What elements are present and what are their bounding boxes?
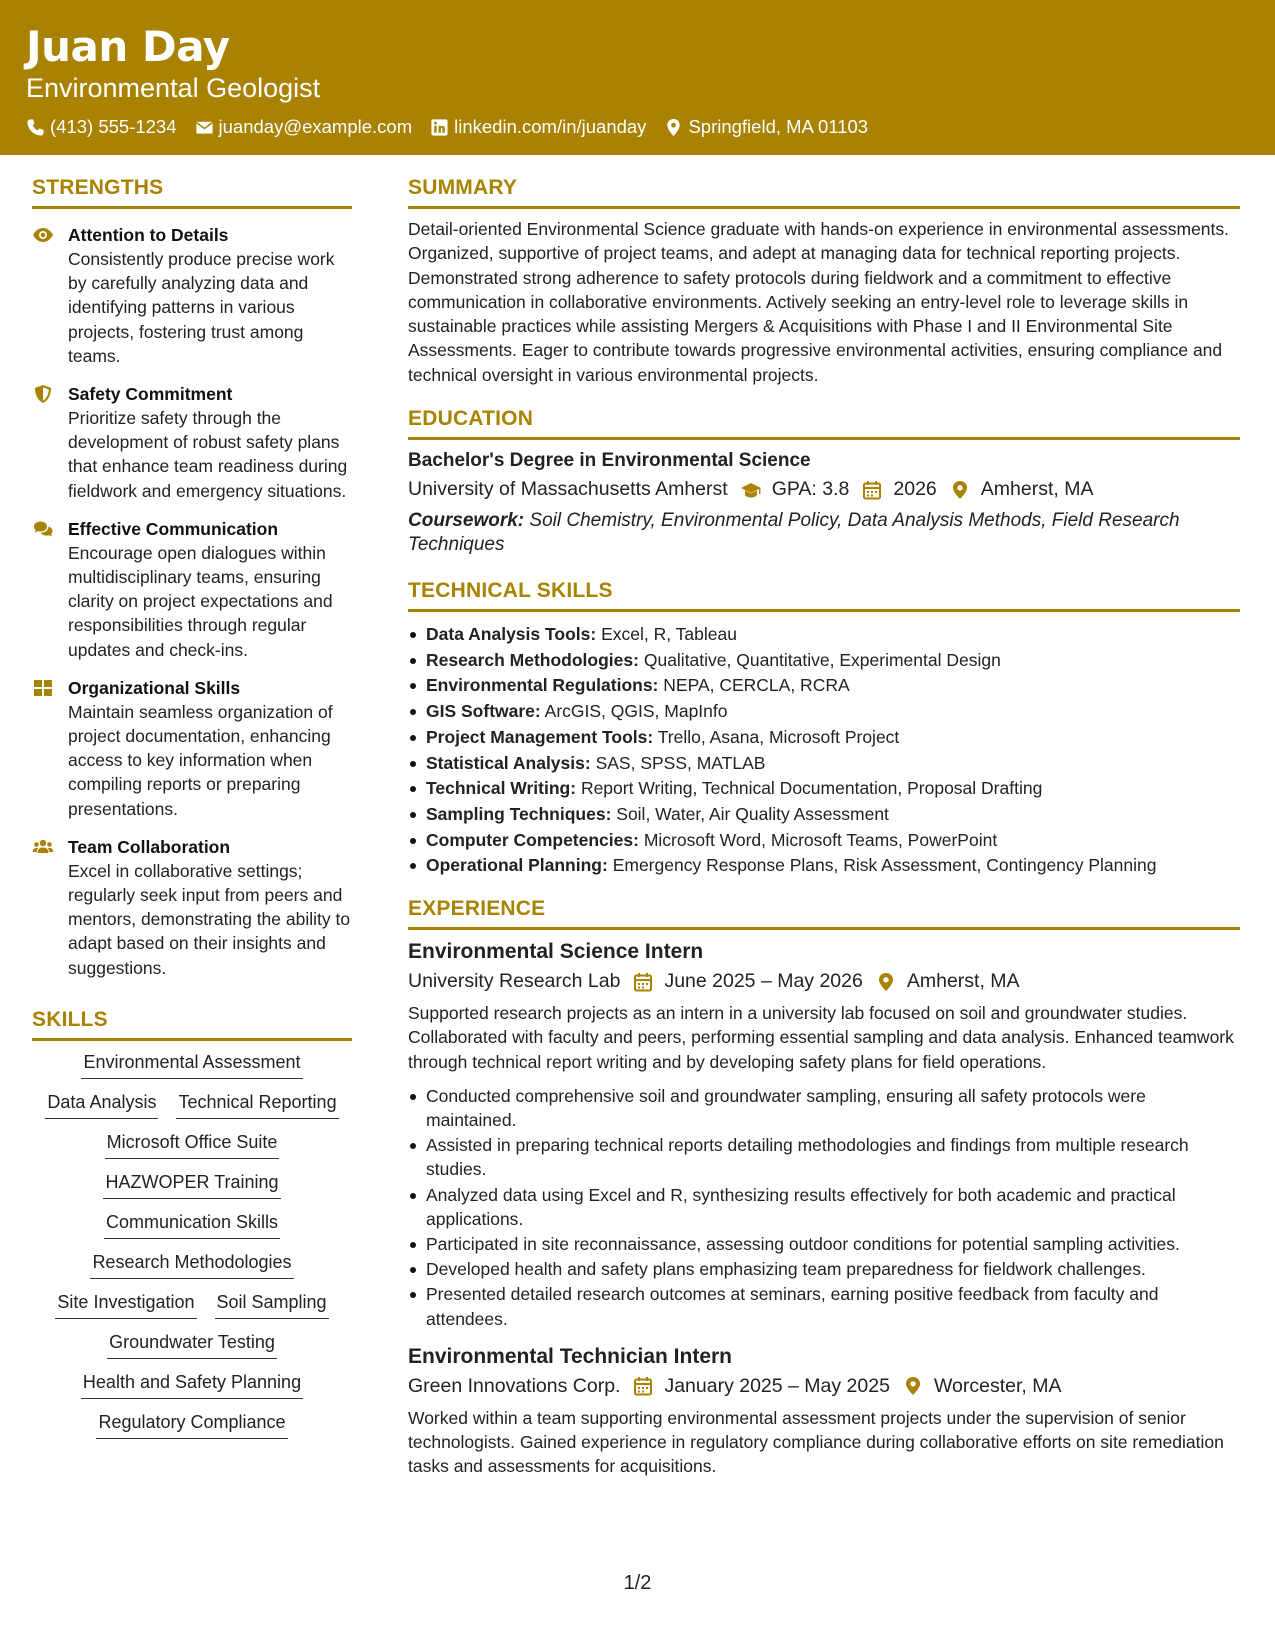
- map-pin-icon: [902, 1376, 924, 1396]
- list-item: Analyzed data using Excel and R, synthesizing results effectively for both academic and practical applications.: [408, 1183, 1240, 1231]
- strength-text: Maintain seamless organization of project documentation, enhancing access to key information when compiling reports or preparing presentations.: [68, 701, 333, 819]
- job-description: Supported research projects as an intern in a university lab focused on soil and groundwater studies. Collaborated with faculty and peers, performing essential sampling and data analysis. Enhanced teamwork through technical report writing and by developing safety plans for field operations.: [408, 1003, 1234, 1072]
- skill-tag: Communication Skills: [104, 1211, 280, 1239]
- list-item: Data Analysis Tools: Excel, R, Tableau: [408, 622, 1240, 648]
- school-name: University of Massachusetts Amherst: [408, 478, 728, 501]
- job-entry: [408, 1345, 1240, 1479]
- strength-text: Consistently produce precise work by carefully analyzing data and identifying patterns in various projects, fostering trust among teams.: [68, 249, 335, 366]
- strength-text: Excel in collaborative settings; regularly seek input from peers and mentors, demonstrating the ability to adapt based on their insights and suggestions.: [68, 860, 351, 978]
- strength-title: Effective Communication: [68, 518, 279, 539]
- skill-tag: HAZWOPER Training: [103, 1171, 280, 1199]
- skill-tag: Technical Reporting: [176, 1091, 338, 1119]
- job-dates: January 2025 – May 2025: [664, 1374, 890, 1397]
- job-location: Worcester, MA: [933, 1374, 1062, 1397]
- job-meta: [408, 970, 1240, 993]
- education-meta: [408, 478, 1240, 501]
- list-item: Computer Competencies: Microsoft Word, Microsoft Teams, PowerPoint: [408, 828, 1240, 854]
- education-location: Amherst, MA: [980, 478, 1094, 501]
- phone-text: (413) 555-1234: [50, 116, 177, 137]
- list-item: Research Methodologies: Qualitative, Quantitative, Experimental Design: [408, 648, 1240, 674]
- list-item: Operational Planning: Emergency Response Plans, Risk Assessment, Contingency Planning: [408, 853, 1240, 879]
- strength-title: Safety Commitment: [68, 384, 233, 405]
- job-bullets: [408, 1084, 1240, 1331]
- job-meta: [408, 1375, 1240, 1398]
- company-name: Green Innovations Corp.: [408, 1374, 621, 1397]
- summary-text: Detail-oriented Environmental Science graduate with hands-on experience in environmental assessments. Organized, supportive of project teams, and adept at managing data for technical reporting projects. Demonstrated strong adherence to safety protocols during fieldwork and a commitment to effective communication in collaborative environments. Actively seeking an entry-level role to leverage skills in sustainable practices while assisting Mergers & Acquisitions with Phase I and II Environmental Site Assessments. Eager to contribute towards progressive environmental activities, ensuring compliance and technical oversight in various environmental projects.: [408, 219, 1230, 385]
- job-title: Environmental Technician Intern: [408, 1344, 733, 1368]
- technical-skills-heading: TECHNICAL SKILLS: [408, 579, 1240, 612]
- list-item: Assisted in preparing technical reports detailing methodologies and findings from multiple research studies.: [408, 1133, 1240, 1181]
- eye-icon: [32, 225, 54, 245]
- users-icon: [32, 837, 54, 857]
- job-description: Worked within a team supporting environmental assessment projects under the supervision of senior technologists. Gained experience in regulatory compliance during collaborative efforts on site remediation tasks and assessments for acquisitions.: [408, 1407, 1224, 1477]
- skills-heading: SKILLS: [32, 1008, 352, 1041]
- skill-tag: Soil Sampling: [215, 1291, 329, 1319]
- job-title: Environmental Science Intern: [408, 940, 704, 964]
- page-number: 1/2: [623, 1572, 652, 1594]
- strength-text: Prioritize safety through the development of robust safety plans that enhance team readiness during fieldwork and emergency situations.: [68, 408, 348, 501]
- technical-skills-list: [408, 622, 1240, 879]
- skill-tag: Site Investigation: [55, 1291, 196, 1319]
- strength-title: Team Collaboration: [68, 836, 231, 857]
- grid-icon: [32, 678, 54, 698]
- calendar-icon: [632, 972, 654, 992]
- list-item: Participated in site reconnaissance, assessing outdoor conditions for potential sampling activities.: [408, 1232, 1240, 1256]
- list-item: Environmental Regulations: NEPA, CERCLA, RCRA: [408, 673, 1240, 699]
- contact-bar: [26, 116, 868, 138]
- job-location: Amherst, MA: [906, 970, 1020, 993]
- skill-tag: Health and Safety Planning: [81, 1371, 303, 1399]
- strength-item: [32, 223, 352, 368]
- left-column: [32, 176, 352, 1439]
- list-item: Technical Writing: Report Writing, Technical Documentation, Proposal Drafting: [408, 776, 1240, 802]
- map-pin-icon: [875, 972, 897, 992]
- list-item: Sampling Techniques: Soil, Water, Air Quality Assessment: [408, 802, 1240, 828]
- graduation-year: 2026: [893, 478, 937, 501]
- coursework: [408, 509, 1240, 557]
- coursework-label: Coursework:: [408, 510, 525, 532]
- graduation-cap-icon: [740, 480, 762, 500]
- shield-icon: [32, 384, 54, 404]
- calendar-icon: [861, 480, 883, 500]
- comments-icon: [32, 519, 54, 539]
- skill-tag: Regulatory Compliance: [96, 1411, 287, 1439]
- skill-tag: Data Analysis: [45, 1091, 158, 1119]
- list-item: Project Management Tools: Trello, Asana, Microsoft Project: [408, 725, 1240, 751]
- skill-tag: Research Methodologies: [90, 1251, 293, 1279]
- contact-email[interactable]: [195, 116, 413, 138]
- contact-phone[interactable]: [26, 116, 177, 138]
- strength-item: [32, 676, 352, 821]
- phone-icon: [26, 118, 45, 137]
- list-item: Developed health and safety plans emphasizing team preparedness for fieldwork challenges.: [408, 1257, 1240, 1281]
- skill-tag: Environmental Assessment: [81, 1051, 302, 1079]
- job-entry: [408, 940, 1240, 1331]
- skills-tag-list: [32, 1051, 352, 1439]
- linkedin-text: linkedin.com/in/juanday: [454, 116, 647, 137]
- gpa-text: GPA: 3.8: [771, 478, 850, 501]
- map-pin-icon: [949, 480, 971, 500]
- envelope-icon: [195, 118, 214, 137]
- list-item: Conducted comprehensive soil and groundwater sampling, ensuring all safety protocols were maintained.: [408, 1084, 1240, 1132]
- company-name: University Research Lab: [408, 970, 621, 993]
- contact-location: [664, 116, 868, 138]
- location-text: Springfield, MA 01103: [688, 116, 869, 137]
- map-pin-icon: [664, 118, 683, 137]
- coursework-list: Soil Chemistry, Environmental Policy, Data Analysis Methods, Field Research Techniques: [408, 510, 1180, 556]
- linkedin-icon: [430, 118, 449, 137]
- candidate-title: Environmental Geologist: [26, 73, 321, 103]
- calendar-icon: [632, 1376, 654, 1396]
- skill-tag: Microsoft Office Suite: [105, 1131, 280, 1159]
- education-heading: EDUCATION: [408, 407, 1240, 440]
- strength-title: Organizational Skills: [68, 677, 241, 698]
- list-item: GIS Software: ArcGIS, QGIS, MapInfo: [408, 699, 1240, 725]
- degree-title: Bachelor's Degree in Environmental Science: [408, 450, 811, 472]
- summary-heading: SUMMARY: [408, 176, 1240, 209]
- contact-linkedin[interactable]: [430, 116, 646, 138]
- skill-tag: Groundwater Testing: [107, 1331, 277, 1359]
- strength-item: [32, 382, 352, 503]
- job-dates: June 2025 – May 2026: [664, 970, 863, 993]
- right-column: [408, 176, 1240, 1478]
- resume-header: [0, 0, 1275, 155]
- strength-text: Encourage open dialogues within multidisciplinary teams, ensuring clarity on project expectations and responsibilities through regular updates and check-ins.: [68, 542, 333, 660]
- experience-heading: EXPERIENCE: [408, 897, 1240, 930]
- list-item: Statistical Analysis: SAS, SPSS, MATLAB: [408, 751, 1240, 777]
- list-item: Presented detailed research outcomes at seminars, earning positive feedback from faculty and attendees.: [408, 1282, 1240, 1330]
- email-text: juanday@example.com: [218, 116, 413, 137]
- strength-item: [32, 517, 352, 662]
- candidate-name: Juan Day: [26, 22, 230, 71]
- strength-title: Attention to Details: [68, 225, 229, 245]
- strength-item: [32, 835, 352, 980]
- strengths-heading: STRENGTHS: [32, 176, 352, 209]
